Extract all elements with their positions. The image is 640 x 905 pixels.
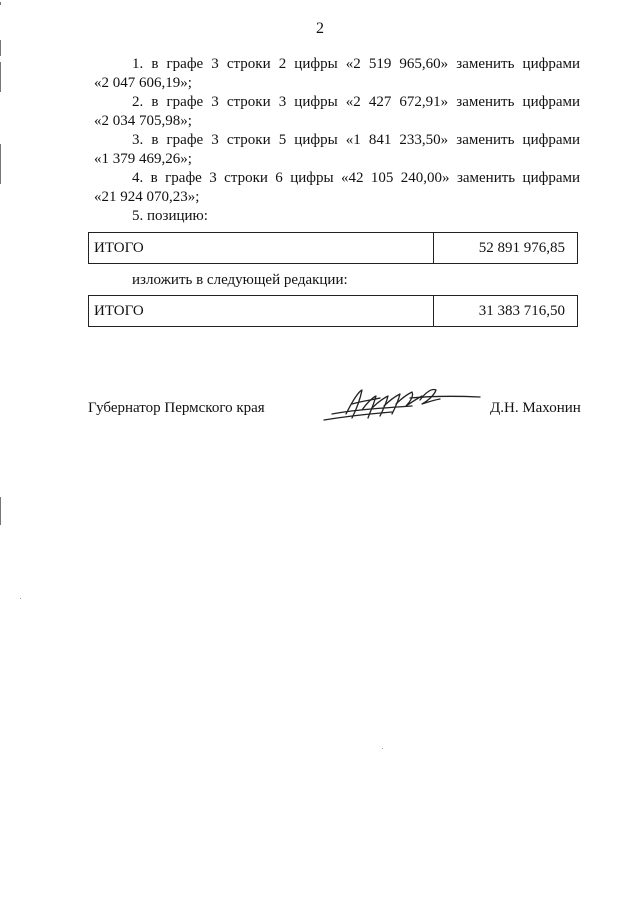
list-item-line-1: 1. в графе 3 строки 2 цифры «2 519 965,60» заменить цифрами xyxy=(132,56,580,72)
list-item xyxy=(94,93,580,131)
total-label: ИТОГО xyxy=(89,233,434,264)
scan-margin-mark xyxy=(0,40,1,56)
list-item-line-2: «21 924 070,23»; xyxy=(94,189,200,205)
lead-text: изложить в следующей редакции: xyxy=(132,272,348,288)
total-table-old xyxy=(88,232,578,264)
list-item-5: 5. позицию: xyxy=(132,208,208,224)
handwritten-signature xyxy=(322,384,482,426)
list-item-line-2: «1 379 469,26»; xyxy=(94,151,192,167)
total-label: ИТОГО xyxy=(89,296,434,327)
table-row xyxy=(89,233,578,264)
scan-margin-mark xyxy=(0,62,1,92)
list-item-line-1: 3. в графе 3 строки 5 цифры «1 841 233,50» заменить цифрами xyxy=(132,132,580,148)
amendment-list xyxy=(94,55,580,226)
total-table-new xyxy=(88,295,578,327)
list-item-line-1: 4. в графе 3 строки 6 цифры «42 105 240,00» заменить цифрами xyxy=(132,170,580,186)
list-item-line-2: «2 047 606,19»; xyxy=(94,75,192,91)
total-value: 31 383 716,50 xyxy=(434,296,578,327)
signatory-name: Д.Н. Махонин xyxy=(490,400,581,416)
scan-margin-mark xyxy=(0,144,1,184)
table-row xyxy=(89,296,578,327)
list-item xyxy=(94,55,580,93)
signatory-title: Губернатор Пермского края xyxy=(88,400,265,416)
list-item-line-2: «2 034 705,98»; xyxy=(94,113,192,129)
total-value: 52 891 976,85 xyxy=(434,233,578,264)
page-number: 2 xyxy=(316,20,324,37)
scan-speck xyxy=(20,598,21,599)
scan-margin-mark xyxy=(0,497,1,525)
list-item xyxy=(94,169,580,207)
list-item-line-1: 2. в графе 3 строки 3 цифры «2 427 672,91» заменить цифрами xyxy=(132,94,580,110)
scan-speck xyxy=(382,748,383,749)
scan-margin-mark xyxy=(0,2,1,5)
list-item xyxy=(94,131,580,169)
